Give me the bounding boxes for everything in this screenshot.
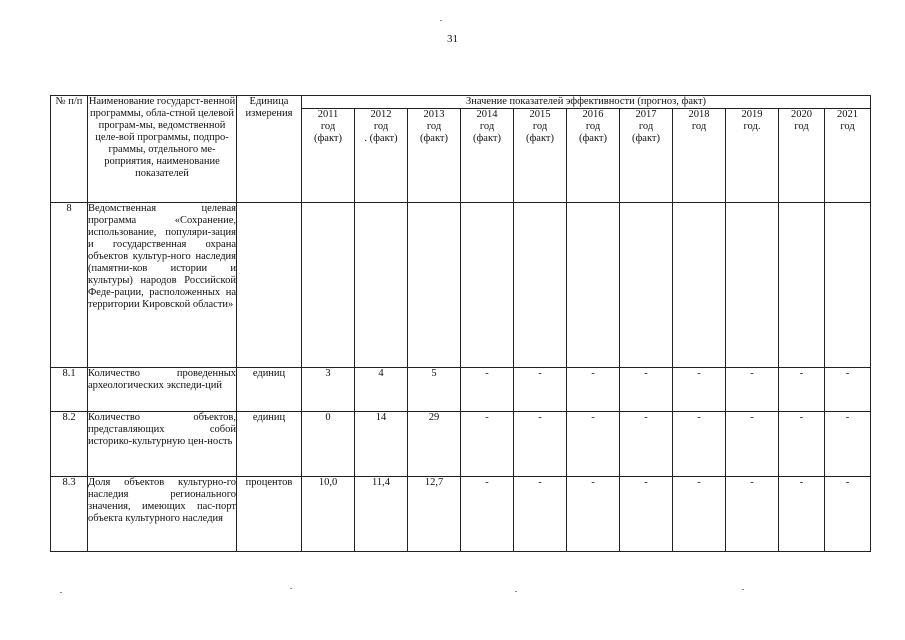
value-cell-2013 bbox=[408, 203, 461, 368]
header-year-line: (факт) bbox=[631, 133, 660, 144]
header-year-line: год bbox=[479, 121, 495, 132]
header-year-2015 bbox=[514, 109, 567, 203]
header-year-2011 bbox=[302, 109, 355, 203]
value-cell-2014: - bbox=[461, 477, 514, 552]
value-cell-2020 bbox=[779, 203, 825, 368]
header-year-2017 bbox=[620, 109, 673, 203]
header-year-line: год bbox=[320, 121, 336, 132]
table-row bbox=[51, 368, 871, 412]
header-year-line: (факт) bbox=[525, 133, 554, 144]
indicator-name: Доля объектов культурно-го наследия регионального значения, имеющих пас-порт объекта культурного наследия bbox=[88, 477, 237, 552]
value-cell-2017 bbox=[620, 203, 673, 368]
header-values-title: Значение показателей эффективности (прогноз, факт) bbox=[302, 96, 871, 109]
scan-speck bbox=[60, 592, 62, 593]
header-year-line: 2015 bbox=[529, 109, 551, 120]
header-year-line: 2019 bbox=[741, 109, 763, 120]
value-cell-2014 bbox=[461, 203, 514, 368]
header-year-line: (факт) bbox=[472, 133, 501, 144]
unit-cell bbox=[237, 203, 302, 368]
header-year-2012 bbox=[355, 109, 408, 203]
value-cell-2012 bbox=[355, 203, 408, 368]
header-year-line: (факт) bbox=[578, 133, 607, 144]
header-year-line: год bbox=[585, 121, 601, 132]
value-cell-2018 bbox=[673, 203, 726, 368]
header-year-line: 2021 bbox=[837, 109, 858, 120]
value-cell-2013: 29 bbox=[408, 412, 461, 477]
header-year-line: 2017 bbox=[635, 109, 657, 120]
header-year-line: 2011 bbox=[317, 109, 339, 120]
value-cell-2021 bbox=[825, 203, 871, 368]
header-year-line: год. bbox=[743, 121, 761, 132]
header-year-line: год bbox=[691, 121, 707, 132]
value-cell-2017: - bbox=[620, 477, 673, 552]
header-year-line: 2020 bbox=[791, 109, 812, 120]
row-number: 8.2 bbox=[51, 412, 88, 477]
value-cell-2018: - bbox=[673, 368, 726, 412]
row-number: 8 bbox=[51, 203, 88, 368]
value-cell-2014: - bbox=[461, 368, 514, 412]
scan-speck bbox=[290, 588, 292, 589]
value-cell-2020: - bbox=[779, 412, 825, 477]
header-year-line: год bbox=[638, 121, 654, 132]
page-number: 31 bbox=[447, 33, 458, 45]
header-year-line: год bbox=[532, 121, 548, 132]
value-cell-2013: 12,7 bbox=[408, 477, 461, 552]
value-cell-2019: - bbox=[726, 477, 779, 552]
value-cell-2018: - bbox=[673, 477, 726, 552]
header-year-2014 bbox=[461, 109, 514, 203]
value-cell-2018: - bbox=[673, 412, 726, 477]
value-cell-2015: - bbox=[514, 368, 567, 412]
scan-speck bbox=[440, 20, 442, 21]
header-year-line: 2014 bbox=[476, 109, 498, 120]
header-year-line: 2013 bbox=[423, 109, 445, 120]
header-name: Наименование государст-венной программы, обла-стной целевой програм-мы, ведомственной целе-вой программы, подпро-граммы, отдельного ме-роприятия, наименование показателей bbox=[88, 96, 237, 203]
value-cell-2015: - bbox=[514, 477, 567, 552]
value-cell-2012: 14 bbox=[355, 412, 408, 477]
header-year-line: год bbox=[794, 121, 809, 132]
value-cell-2016 bbox=[567, 203, 620, 368]
header-year-2021 bbox=[825, 109, 871, 203]
value-cell-2011: 10,0 bbox=[302, 477, 355, 552]
table-row bbox=[51, 477, 871, 552]
value-cell-2011: 0 bbox=[302, 412, 355, 477]
header-year-line: 2018 bbox=[688, 109, 710, 120]
indicator-name: Количество объектов, представляющих собой историко-культурную цен-ность bbox=[88, 412, 237, 477]
header-no: № п/п bbox=[51, 96, 88, 203]
value-cell-2015: - bbox=[514, 412, 567, 477]
value-cell-2019 bbox=[726, 203, 779, 368]
header-year-line: год bbox=[426, 121, 442, 132]
header-year-2013 bbox=[408, 109, 461, 203]
unit-cell: процентов bbox=[237, 477, 302, 552]
value-cell-2016: - bbox=[567, 412, 620, 477]
indicator-name: Ведомственная целевая программа «Сохранение, использование, популяри-зация и государственная охрана объектов культур-ного наследия (памятни-ков истории и культуры) народов Российской Феде-рации, расположенных на территории Кировской области» bbox=[88, 203, 237, 368]
value-cell-2021: - bbox=[825, 412, 871, 477]
value-cell-2017: - bbox=[620, 412, 673, 477]
header-year-2016 bbox=[567, 109, 620, 203]
value-cell-2014: - bbox=[461, 412, 514, 477]
header-year-2020 bbox=[779, 109, 825, 203]
row-number: 8.1 bbox=[51, 368, 88, 412]
value-cell-2012: 4 bbox=[355, 368, 408, 412]
value-cell-2015 bbox=[514, 203, 567, 368]
value-cell-2020: - bbox=[779, 477, 825, 552]
value-cell-2016: - bbox=[567, 477, 620, 552]
header-year-line: . (факт) bbox=[364, 133, 398, 144]
header-year-line: 2012 bbox=[370, 109, 392, 120]
value-cell-2016: - bbox=[567, 368, 620, 412]
unit-cell: единиц bbox=[237, 412, 302, 477]
scan-speck bbox=[742, 589, 744, 590]
indicator-name: Количество проведенных археологических экспеди-ций bbox=[88, 368, 237, 412]
header-year-line: 2016 bbox=[582, 109, 604, 120]
value-cell-2017: - bbox=[620, 368, 673, 412]
scan-speck bbox=[515, 591, 517, 592]
header-year-2019 bbox=[726, 109, 779, 203]
row-number: 8.3 bbox=[51, 477, 88, 552]
unit-cell: единиц bbox=[237, 368, 302, 412]
header-year-line: год bbox=[373, 121, 389, 132]
header-unit: Единица измерения bbox=[237, 96, 302, 203]
indicator-table bbox=[50, 95, 871, 552]
header-year-2018 bbox=[673, 109, 726, 203]
value-cell-2019: - bbox=[726, 368, 779, 412]
header-year-line: (факт) bbox=[419, 133, 448, 144]
table-row bbox=[51, 203, 871, 368]
value-cell-2011: 3 bbox=[302, 368, 355, 412]
table-row bbox=[51, 412, 871, 477]
header-year-line: год bbox=[840, 121, 855, 132]
header-year-line: (факт) bbox=[313, 133, 342, 144]
value-cell-2021: - bbox=[825, 477, 871, 552]
value-cell-2021: - bbox=[825, 368, 871, 412]
value-cell-2019: - bbox=[726, 412, 779, 477]
value-cell-2011 bbox=[302, 203, 355, 368]
value-cell-2013: 5 bbox=[408, 368, 461, 412]
value-cell-2012: 11,4 bbox=[355, 477, 408, 552]
value-cell-2020: - bbox=[779, 368, 825, 412]
